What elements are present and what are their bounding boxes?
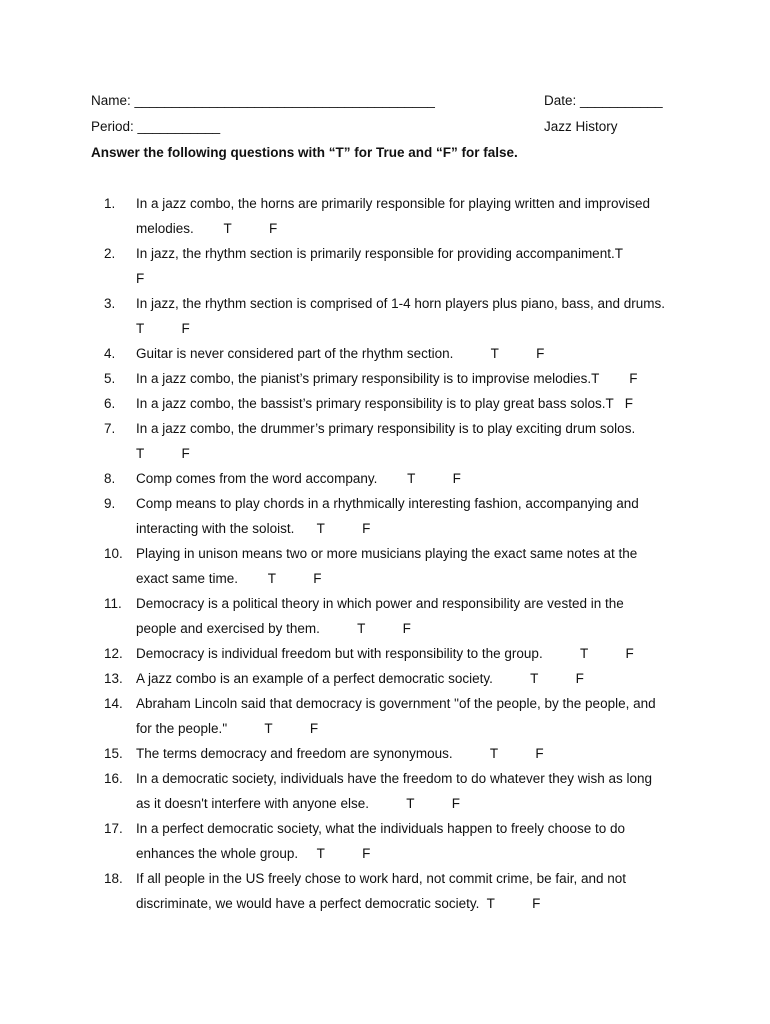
question-number: 4. bbox=[104, 346, 116, 361]
question-text-line: people and exercised by them. T F bbox=[136, 621, 411, 636]
question-item bbox=[0, 591, 770, 641]
question-number: 9. bbox=[104, 496, 116, 511]
question-number: 3. bbox=[104, 296, 116, 311]
question-number: 12. bbox=[104, 646, 123, 661]
question-item bbox=[0, 541, 770, 591]
question-text-line: If all people in the US freely chose to work hard, not commit crime, be fair, and not bbox=[136, 871, 626, 886]
period-field-label: Period: ___________ bbox=[91, 119, 221, 134]
question-list bbox=[0, 191, 770, 916]
question-text-line: as it doesn't interfere with anyone else. T F bbox=[136, 796, 460, 811]
question-number: 5. bbox=[104, 371, 116, 386]
question-text-line: Playing in unison means two or more musicians playing the exact same notes at the bbox=[136, 546, 638, 561]
question-text-line: interacting with the soloist. T F bbox=[136, 521, 371, 536]
question-number: 1. bbox=[104, 196, 116, 211]
question-item bbox=[0, 491, 770, 541]
question-text-line: Democracy is individual freedom but with responsibility to the group. T F bbox=[136, 646, 634, 661]
question-text-line: The terms democracy and freedom are synonymous. T F bbox=[136, 746, 544, 761]
question-number: 18. bbox=[104, 871, 123, 886]
question-text-line: In a democratic society, individuals have the freedom to do whatever they wish as long bbox=[136, 771, 653, 786]
date-field-label: Date: ___________ bbox=[544, 93, 663, 108]
question-item bbox=[0, 291, 770, 341]
question-text-line: In a perfect democratic society, what the individuals happen to freely choose to do bbox=[136, 821, 626, 836]
question-text-line: Comp means to play chords in a rhythmically interesting fashion, accompanying and bbox=[136, 496, 639, 511]
question-text-line: In a jazz combo, the pianist’s primary responsibility is to improvise melodies.T F bbox=[136, 371, 638, 386]
question-text-line: Comp comes from the word accompany. T F bbox=[136, 471, 461, 486]
question-item bbox=[0, 391, 770, 416]
question-item bbox=[0, 741, 770, 766]
question-text-line: discriminate, we would have a perfect democratic society. T F bbox=[136, 896, 541, 911]
question-number: 7. bbox=[104, 421, 116, 436]
instructions: Answer the following questions with “T” for True and “F” for false. bbox=[91, 145, 518, 160]
question-text-line: enhances the whole group. T F bbox=[136, 846, 371, 861]
question-item bbox=[0, 191, 770, 241]
question-number: 2. bbox=[104, 246, 116, 261]
question-text-line: In a jazz combo, the drummer’s primary responsibility is to play exciting drum solos. bbox=[136, 421, 636, 436]
question-number: 16. bbox=[104, 771, 123, 786]
question-item bbox=[0, 816, 770, 866]
question-number: 10. bbox=[104, 546, 123, 561]
question-item bbox=[0, 691, 770, 741]
question-number: 11. bbox=[104, 596, 122, 611]
question-text-line: T F bbox=[136, 446, 190, 461]
question-text-line: Abraham Lincoln said that democracy is government "of the people, by the people, and bbox=[136, 696, 656, 711]
question-text-line: A jazz combo is an example of a perfect democratic society. T F bbox=[136, 671, 584, 686]
question-item bbox=[0, 366, 770, 391]
question-text-line: for the people." T F bbox=[136, 721, 319, 736]
question-number: 14. bbox=[104, 696, 123, 711]
question-item bbox=[0, 466, 770, 491]
question-number: 8. bbox=[104, 471, 116, 486]
question-text-line: T F bbox=[136, 321, 190, 336]
question-text-line: In jazz, the rhythm section is comprised of 1-4 horn players plus piano, bass, and drums. bbox=[136, 296, 666, 311]
question-number: 15. bbox=[104, 746, 123, 761]
question-number: 13. bbox=[104, 671, 123, 686]
question-item bbox=[0, 416, 770, 466]
question-item bbox=[0, 766, 770, 816]
question-text-line: exact same time. T F bbox=[136, 571, 322, 586]
question-text-line: melodies. T F bbox=[136, 221, 278, 236]
question-text-line: In a jazz combo, the bassist’s primary responsibility is to play great bass solos.T F bbox=[136, 396, 633, 411]
question-number: 6. bbox=[104, 396, 116, 411]
question-item bbox=[0, 641, 770, 666]
question-item bbox=[0, 666, 770, 691]
question-text-line: Guitar is never considered part of the rhythm section. T F bbox=[136, 346, 545, 361]
question-text-line: F bbox=[136, 271, 145, 286]
question-item bbox=[0, 341, 770, 366]
question-text-line: In a jazz combo, the horns are primarily responsible for playing written and improvised bbox=[136, 196, 650, 211]
question-number: 17. bbox=[104, 821, 123, 836]
question-item bbox=[0, 866, 770, 916]
question-text-line: In jazz, the rhythm section is primarily responsible for providing accompaniment.T bbox=[136, 246, 623, 261]
course-title: Jazz History bbox=[544, 119, 618, 134]
question-item bbox=[0, 241, 770, 291]
question-text-line: Democracy is a political theory in which power and responsibility are vested in the bbox=[136, 596, 624, 611]
name-field-label: Name: ________________________________________ bbox=[91, 93, 435, 108]
